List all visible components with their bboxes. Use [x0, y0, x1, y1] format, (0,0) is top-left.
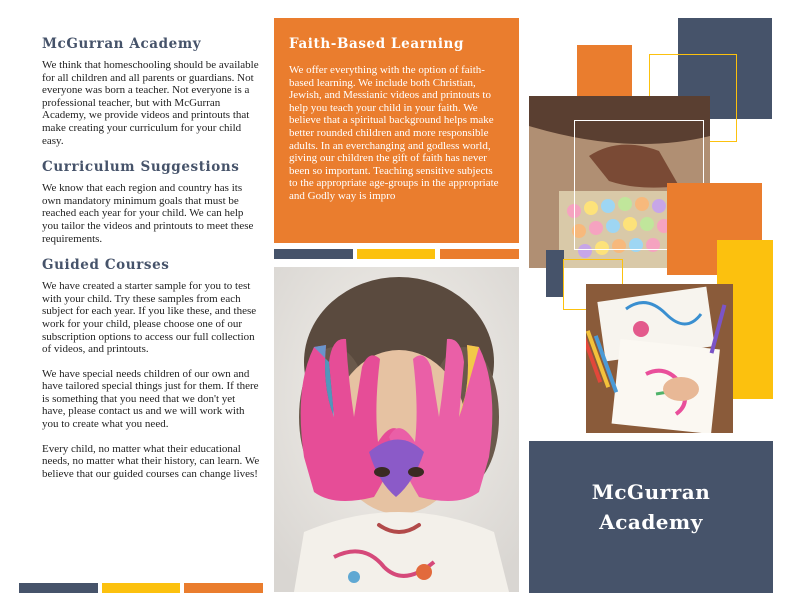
divider-bar-navy: [19, 583, 98, 593]
brand-panel: [529, 441, 773, 593]
divider-bar-yellow: [102, 583, 180, 593]
decor-square-orange-small: [577, 45, 632, 103]
brand-title-line-2: Academy: [599, 510, 703, 534]
guided-courses-paragraph-1: We have created a starter sample for you to test with your child. Try these samples from each subject for each year. If you like these, and these work for your child, please choose one of our subscription options to access our full collection of videos, and printouts.: [42, 280, 257, 356]
guided-courses-paragraph-2: We have special needs children of our own and have tailored special things just for them. If there is something that you need that we don't yet have, please contact us and we will work with you to create what you need.: [42, 367, 259, 431]
divider-bar-navy-middle: [274, 249, 353, 259]
divider-bar-orange-middle: [440, 249, 519, 259]
brand-title-line-1: McGurran: [591, 480, 711, 504]
section-heading-guided-courses: Guided Courses: [42, 257, 170, 274]
curriculum-paragraph: We know that each region and country has its own mandatory minimum goals that must be reached each year for your child. We can help you tailor the videos and printouts to meet these requirements.: [42, 182, 254, 245]
faith-paragraph: We offer everything with the option of faith-based learning. We include both Christian, Jewish, and Messianic videos and printouts to help you teach your child in your faith. We believe that a spiritual background helps make better rounded children and more responsible adults. In an everchanging and godless world, giving our children the gift of faith has never been so important. Teaching sensitive subjects to the appropriate age-groups in the appropriate and Godly way is impro: [289, 64, 499, 202]
faith-based-learning-panel: [274, 18, 519, 243]
section-heading-about: McGurran Academy: [42, 36, 202, 52]
divider-bar-yellow-middle: [357, 249, 435, 259]
child-painted-hands-photo: [274, 267, 519, 592]
decor-bar-navy-small: [546, 250, 564, 297]
coloring-photo: [586, 284, 733, 433]
guided-courses-paragraph-3: Every child, no matter what their educational needs, no matter what their history, can learn. We believe that our guided courses can change lives!: [42, 442, 260, 480]
divider-bar-orange: [184, 583, 263, 593]
left-column: [42, 36, 260, 492]
about-paragraph: We think that homeschooling should be available for all children and all parents or guardians. Not everyone was born a teacher. Not everyone is a professional teacher, but with McGurran Academy, we provide videos and printouts that make creating your curriculum for your child easy.: [42, 59, 259, 147]
faith-heading: Faith-Based Learning: [289, 36, 465, 52]
brand-title: [529, 477, 773, 537]
section-heading-curriculum: Curriculum Suggestions: [42, 159, 240, 176]
